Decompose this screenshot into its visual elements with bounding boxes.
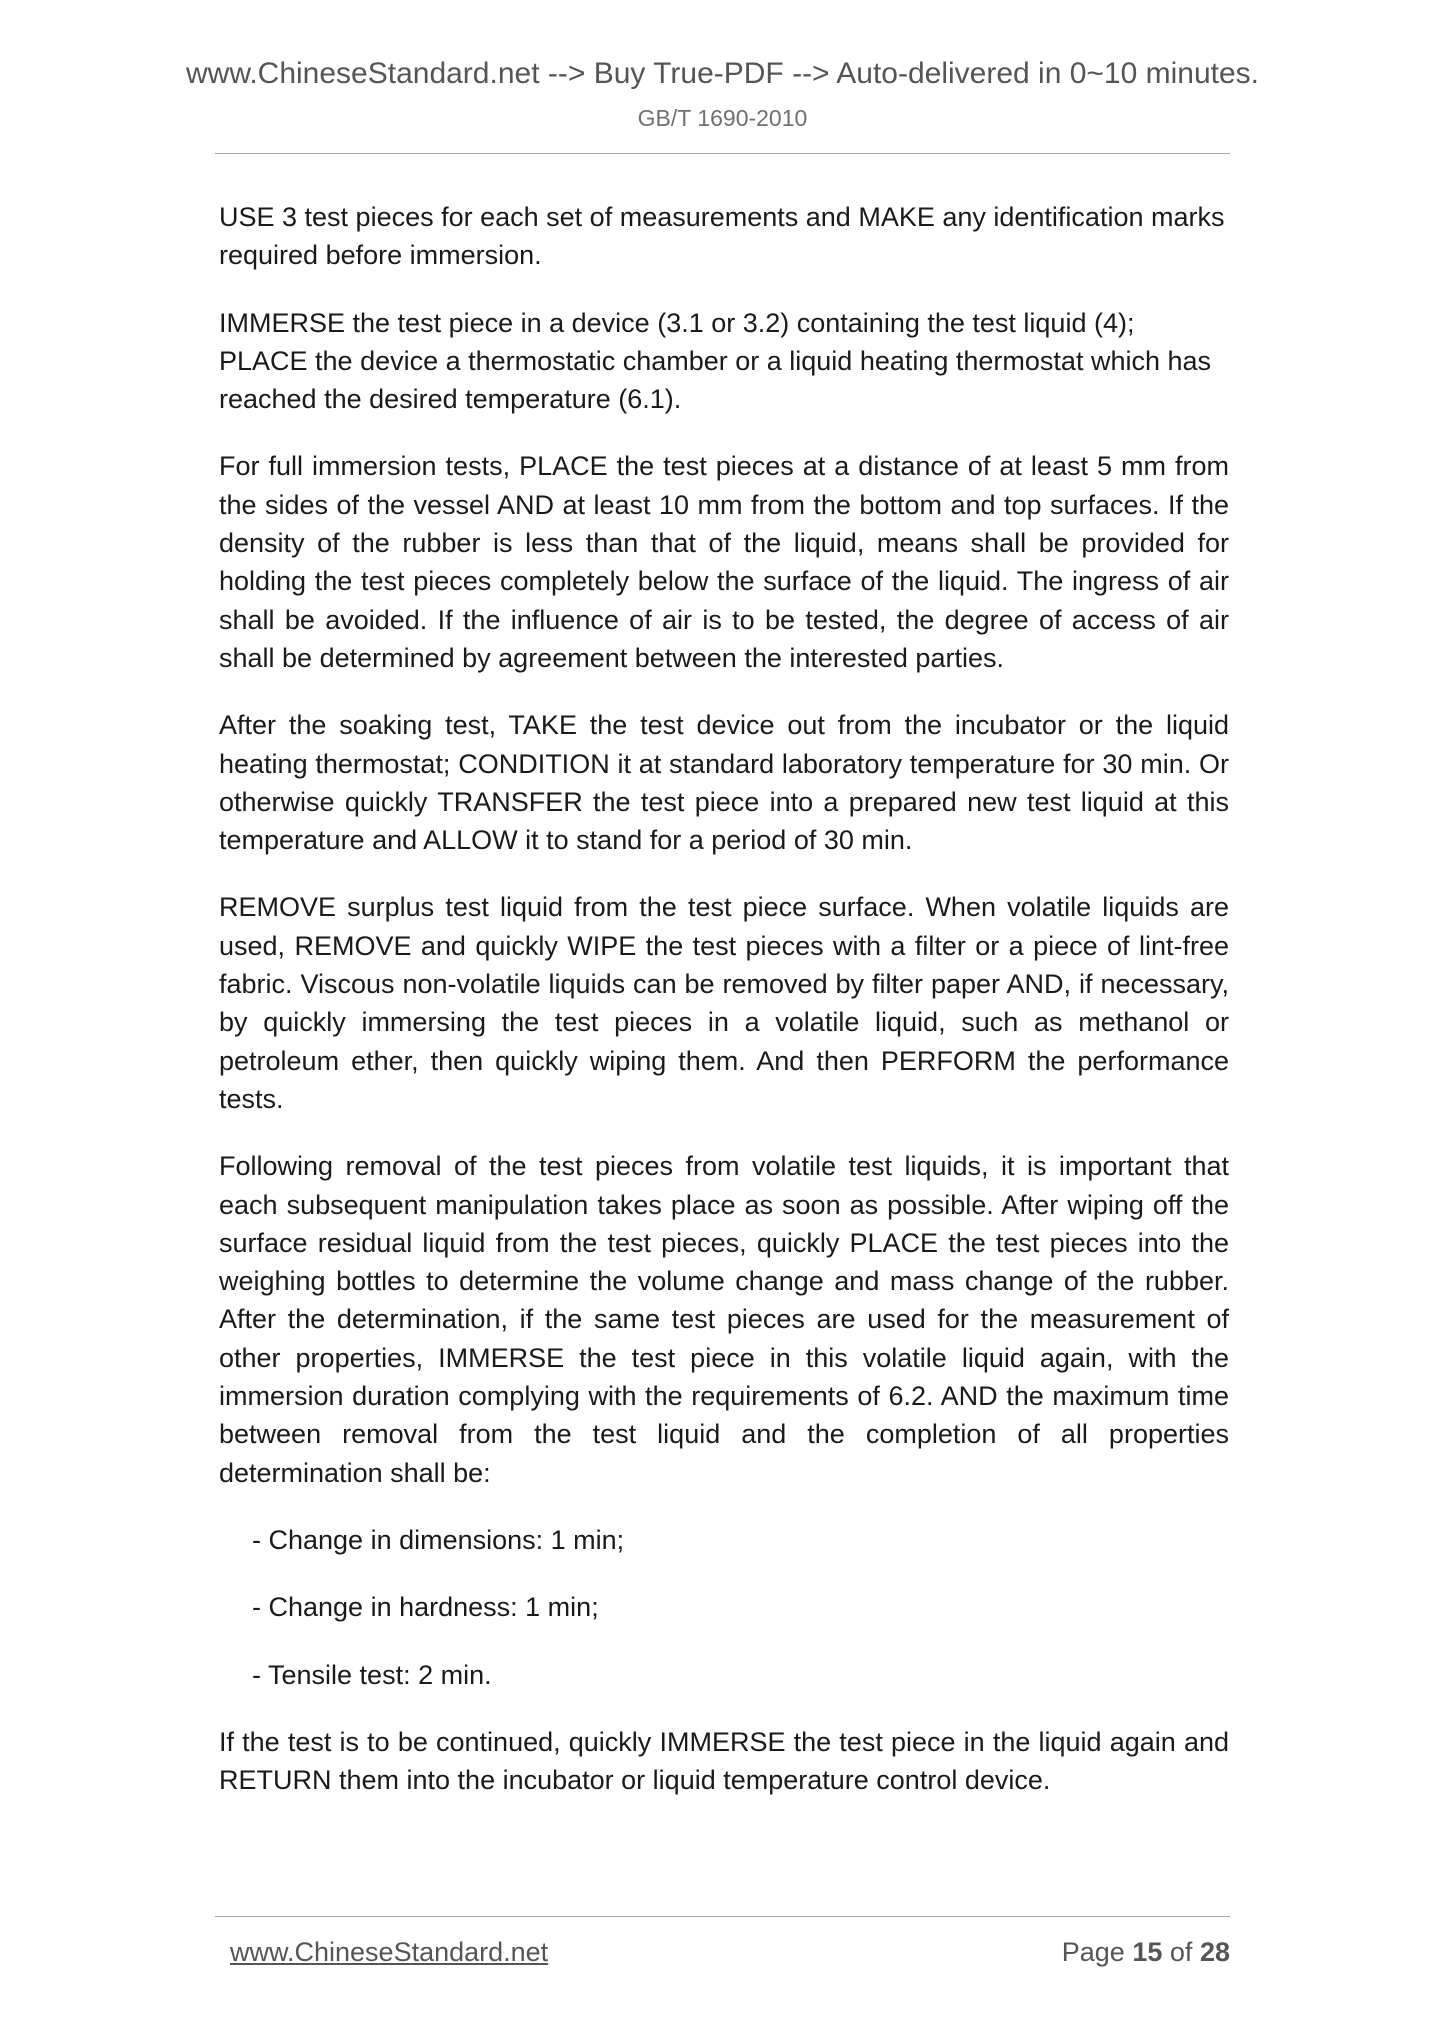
page-number <box>1062 1935 1230 1969</box>
page-current: 15 <box>1132 1937 1163 1967</box>
paragraph: Following removal of the test pieces from volatile test liquids, it is important that each subsequent manipulation takes place as soon as possible. After wiping off the surface residual liquid from the test pieces, quickly PLACE the test pieces into the weighing bottles to determine the volume change and mass change of the rubber. After the determination, if the same test pieces are used for the measurement of other properties, IMMERSE the test piece in this volatile liquid again, with the immersion duration complying with the requirements of 6.2. AND the maximum time between removal from the test liquid and the completion of all properties determination shall be: <box>219 1151 1229 1488</box>
time-limit-list <box>219 1521 1229 1694</box>
footer-website-link[interactable]: www.ChineseStandard.net <box>230 1937 549 1967</box>
list-item: - Change in dimensions: 1 min; <box>252 1524 625 1555</box>
list-item: - Tensile test: 2 min. <box>252 1659 492 1690</box>
page-prefix: Page <box>1061 1937 1125 1967</box>
paragraph: After the soaking test, TAKE the test device out from the incubator or the liquid heating thermostat; CONDITION it at standard laboratory temperature for 30 min. Or otherwise quickly TRANSFER the test piece into a prepared new test liquid at this temperature and ALLOW it to stand for a period of 30 min. <box>219 710 1229 856</box>
paragraph: USE 3 test pieces for each set of measurements and MAKE any identification marks required before immersion. <box>219 202 1225 271</box>
paragraph: IMMERSE the test piece in a device (3.1 or 3.2) containing the test liquid (4); PLACE the device a thermostatic chamber or a liquid heating thermostat which has reached the desired temperature (6.1). <box>219 307 1212 415</box>
page-total: 28 <box>1199 1937 1230 1967</box>
header-divider <box>215 153 1230 154</box>
paragraph: REMOVE surplus test liquid from the test piece surface. When volatile liquids are used, REMOVE and quickly WIPE the test pieces with a filter or a piece of lint-free fabric. Viscous non-volatile liquids can be removed by filter paper AND, if necessary, by quickly immersing the test pieces in a volatile liquid, such as methanol or petroleum ether, then quickly wiping them. And then PERFORM the performance tests. <box>219 892 1229 1114</box>
document-body <box>219 198 1229 1828</box>
list-item: - Change in hardness: 1 min; <box>252 1592 599 1623</box>
paragraph: For full immersion tests, PLACE the test pieces at a distance of at least 5 mm from the sides of the vessel AND at least 10 mm from the bottom and top surfaces. If the density of the rubber is less than that of the liquid, means shall be provided for holding the test pieces completely below the surface of the liquid. The ingress of air shall be avoided. If the influence of air is to be tested, the degree of access of air shall be determined by agreement between the interested parties. <box>219 451 1229 673</box>
footer-divider <box>215 1916 1230 1917</box>
header-banner: www.ChineseStandard.net --> Buy True-PDF --> Auto-delivered in 0~10 minutes. <box>185 57 1260 90</box>
closing-paragraph: If the test is to be continued, quickly IMMERSE the test piece in the liquid again and RETURN them into the incubator or liquid temperature control device. <box>219 1726 1229 1796</box>
page-of: of <box>1169 1937 1193 1967</box>
standard-code: GB/T 1690-2010 <box>637 105 808 131</box>
